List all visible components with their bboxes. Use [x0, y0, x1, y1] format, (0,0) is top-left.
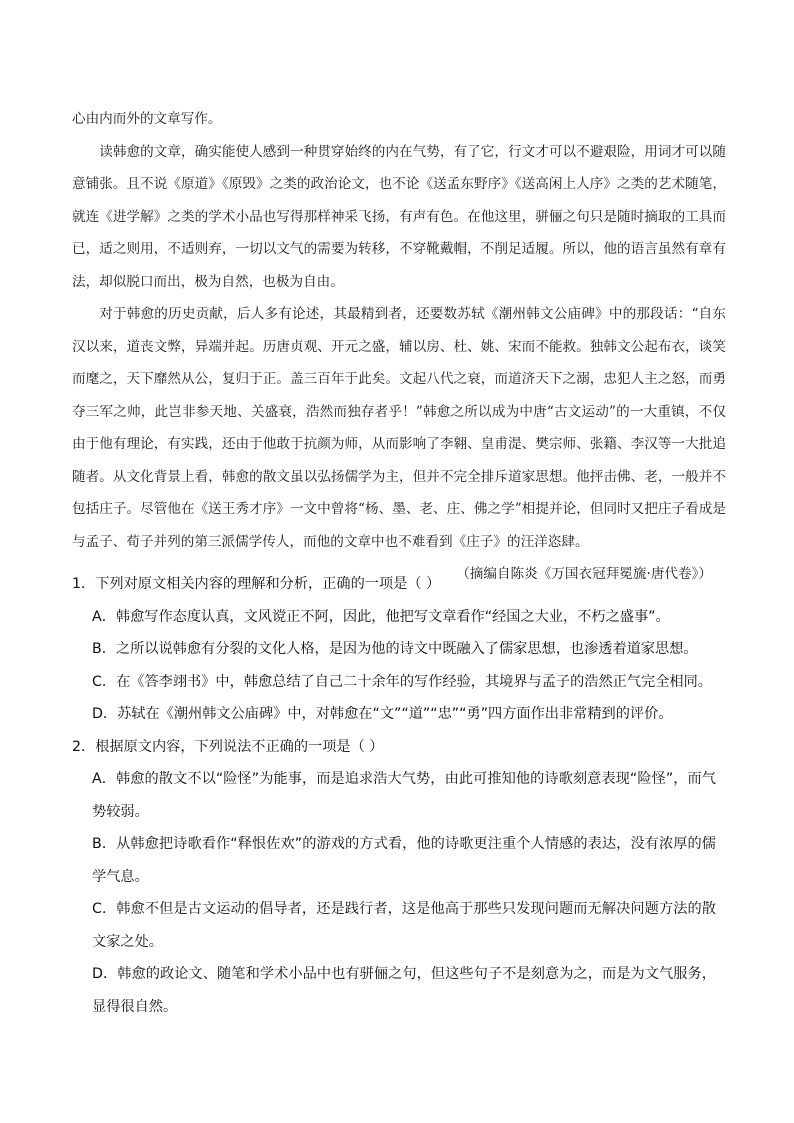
passage-paragraph-0: 心由内而外的文章写作。	[72, 111, 222, 127]
question-option: A．韩愈写作态度认真，文风谠正不阿，因此，他把写文章看作“经国之大业，不朽之盛事”。	[92, 608, 670, 625]
question-option: B．之所以说韩愈有分裂的文化人格，是因为他的诗文中既融入了儒家思想，也渗透着道家思想。	[92, 641, 698, 657]
question-option: C．韩愈不但是古文运动的倡导者，还是践行者，这是他高于那些只发现问题而无解决问题方法的散文家之处。	[92, 901, 716, 950]
question-stem: 1．下列对原文相关内容的理解和分析，正确的一项是（ ）	[72, 576, 441, 592]
question-2	[72, 731, 732, 1024]
question-1	[72, 568, 732, 731]
passage-paragraph-2: 对于韩愈的历史贡献，后人多有论述，其最精到者，还要数苏轼《潮州韩文公庙碑》中的那段话：“自东汉以来，道丧文弊，异端并起。历唐贞观、开元之盛，辅以房、杜、姚、宋而不能救。独韩文公起布衣，谈笑而麾之，天下靡然从公，复归于正。盖三百年于此矣。文起八代之衰，而道济天下之溺，忠犯人主之怒，而勇夺三军之帅，此岂非参天地、关盛衰，浩然而独存者乎！”韩愈之所以成为中唐“古文运动”的一大重镇，不仅由于他有理论，有实践，还由于他敢于抗颜为师，从而影响了李翱、皇甫湜、樊宗师、张籍、李汉等一大批追随者。从文化背景上看，韩愈的散文虽以弘扬儒学为主，但并不完全排斥道家思想。他抨击佛、老，一般并不包括庄子。尽管他在《送王秀才序》一文中曾将“杨、墨、老、庄、佛之学”相提并论，但同时又把庄子看成是与孟子、荀子并列的第三派儒学传人，而他的文章中也不难看到《庄子》的汪洋恣肆。	[72, 306, 726, 550]
question-option: B．从韩愈把诗歌看作“释恨佐欢”的游戏的方式看，他的诗歌更注重个人情感的表达，没有浓厚的儒学气息。	[92, 836, 716, 885]
question-option: D．苏轼在《潮州韩文公庙碑》中，对韩愈在“文”“道”“忠”“勇”四方面作出非常精到的评价。	[92, 706, 673, 722]
reading-passage	[72, 103, 726, 591]
question-option: D．韩愈的政论文、随笔和学术小品中也有骈俪之句，但这些句子不是刻意为之，而是为文气服务，显得很自然。	[92, 966, 716, 1015]
question-option: A．韩愈的散文不以“险怪”为能事，而是追求浩大气势，由此可推知他的诗歌刻意表现“险怪”，而气势较弱。	[92, 771, 716, 820]
question-option: C．在《答李翊书》中，韩愈总结了自己二十余年的写作经验，其境界与孟子的浩然正气完全相同。	[92, 673, 712, 690]
question-list	[72, 568, 732, 1023]
passage-source: （摘编自陈炎《万国衣冠拜冕旒·唐代卷》）	[456, 566, 712, 582]
passage-paragraph-1: 读韩愈的文章，确实能使人感到一种贯穿始终的内在气势，有了它，行文才可以不避艰险，用词才可以随意铺张。且不说《原道》《原毁》之类的政治论文，也不论《送孟东野序》《送高闲上人序》之类的艺术随笔，就连《进学解》之类的学术小品也写得那样神采飞扬，有声有色。在他这里，骈俪之句只是随时摘取的工具而已，适之则用，不适则弃，一切以文气的需要为转移，不穿靴戴帽，不削足适履。所以，他的语言虽然有章有法，却似脱口而出，极为自然，也极为自由。	[72, 143, 726, 290]
question-stem: 2．根据原文内容，下列说法不正确的一项是（ ）	[72, 738, 384, 755]
